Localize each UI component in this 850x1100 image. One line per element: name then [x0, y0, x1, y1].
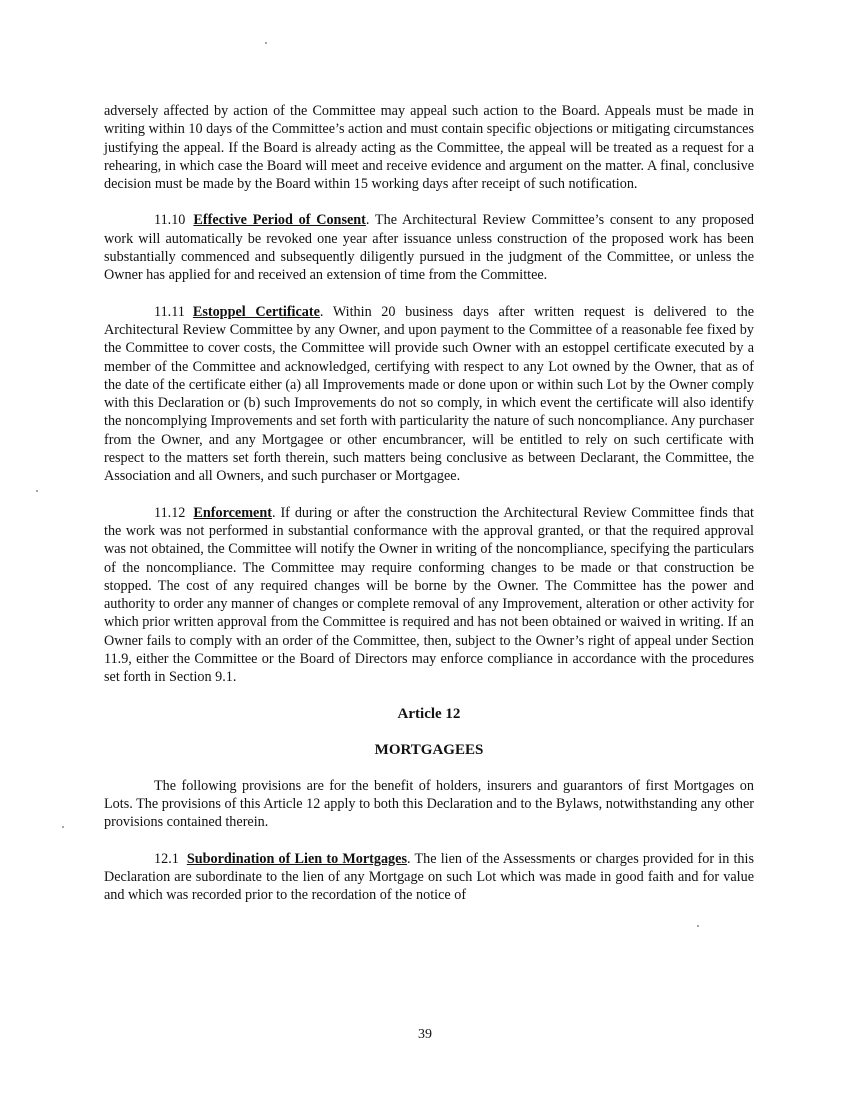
spacer — [104, 687, 754, 705]
section-12-1 — [104, 850, 754, 905]
section-number: 11.11 — [154, 303, 185, 320]
document-body — [104, 102, 754, 904]
section-number: 12.1 — [154, 850, 179, 867]
spacer — [104, 193, 754, 211]
scan-speck — [265, 42, 267, 44]
section-heading: Subordination of Lien to Mortgages — [186, 850, 407, 867]
spacer — [104, 832, 754, 850]
section-number: 11.12 — [154, 504, 186, 521]
section-heading: Estoppel Certificate — [192, 303, 320, 320]
section-number: 11.10 — [154, 212, 186, 229]
article-intro: The following provisions are for the benefit of holders, insurers and guarantors of first Mortgages on Lots. The provisions of this Article 12 apply to both this Declaration and to the Bylaws, notwithstanding any other provisions contained therein. — [104, 777, 754, 831]
scan-speck — [36, 490, 38, 492]
section-text: . If during or after the construction the Architectural Review Committee finds that the work was not performed in substantial conformance with the approval granted, or that the required approval was not obtained, the Committee will notify the Owner in writing of the noncompliance, specifying the particulars of the noncompliance. The Committee may require conforming changes to be made or that construction be stopped. The cost of any required changes will be borne by the Owner. The Committee has the power and authority to order any manner of changes or complete removal of any Improvement, alteration or other activity for which prior written approval from the Committee is required and has not been obtained or waived in writing. If an Owner fails to comply with an order of the Committee, then, subject to the Owner’s right of appeal under Section 11.9, either the Committee or the Board of Directors may enforce compliance in accordance with the procedures set forth in Section 9.1. — [104, 504, 754, 686]
section-11-11 — [104, 303, 754, 486]
spacer — [104, 486, 754, 504]
spacer — [104, 285, 754, 303]
paragraph-appeal-continued: adversely affected by action of the Committee may appeal such action to the Board. Appeals must be made in writing within 10 days of the Committee’s action and must contain specific objections or mitigating circumstances justifying the appeal. If the Board is already acting as the Committee, the appeal will be treated as a request for a rehearing, in which case the Board will meet and receive evidence and argument on the matter. A final, conclusive decision must be made by the Board within 15 working days after receipt of such notification. — [104, 103, 754, 193]
section-heading: Effective Period of Consent — [193, 212, 366, 229]
section-heading: Enforcement — [193, 504, 272, 521]
page-number: 39 — [418, 1027, 432, 1042]
section-text: . The Architectural Review Committee’s consent to any proposed work will automatically be revoked one year after issuance unless construction of the proposed work has been substantially commenced and subsequently diligently pursued in the judgment of the Committee, or unless the Owner has applied for and received an extension of time from the Committee. — [104, 212, 754, 284]
article-label: Article 12 — [397, 705, 461, 722]
spacer — [104, 723, 754, 741]
article-title: MORTGAGEES — [374, 741, 484, 758]
spacer — [104, 759, 754, 777]
section-11-10 — [104, 211, 754, 284]
scan-speck — [62, 826, 64, 828]
section-11-12 — [104, 504, 754, 687]
section-text: . The lien of the Assessments or charges provided for in this Declaration are subordinate to the lien of any Mortgage on such Lot which was made in good faith and for value and which was recorded prior to the recordation of the notice of — [104, 850, 754, 904]
section-text: . Within 20 business days after written request is delivered to the Architectural Review Committee by any Owner, and upon payment to the Committee of a reasonable fee fixed by the Committee to cover costs, the Committee will provide such Owner with an estoppel certificate executed by a member of the Committee and acknowledged, certifying with respect to any Lot owned by the Owner, that as of the date of the certificate either (a) all Improvements made or done upon or within such Lot by the Owner comply with this Declaration or (b) such Improvements do not so comply, in which event the certificate will also identify the noncomplying Improvements and set forth with particularity the nature of such noncompliance. Any purchaser from the Owner, and any Mortgagee or other encumbrancer, will be entitled to rely on such certificate with respect to the matters set forth therein, such matters being conclusive as between Declarant, the Committee, the Association and all Owners, and such purchaser or Mortgagee. — [104, 303, 754, 485]
scan-speck — [697, 925, 699, 927]
